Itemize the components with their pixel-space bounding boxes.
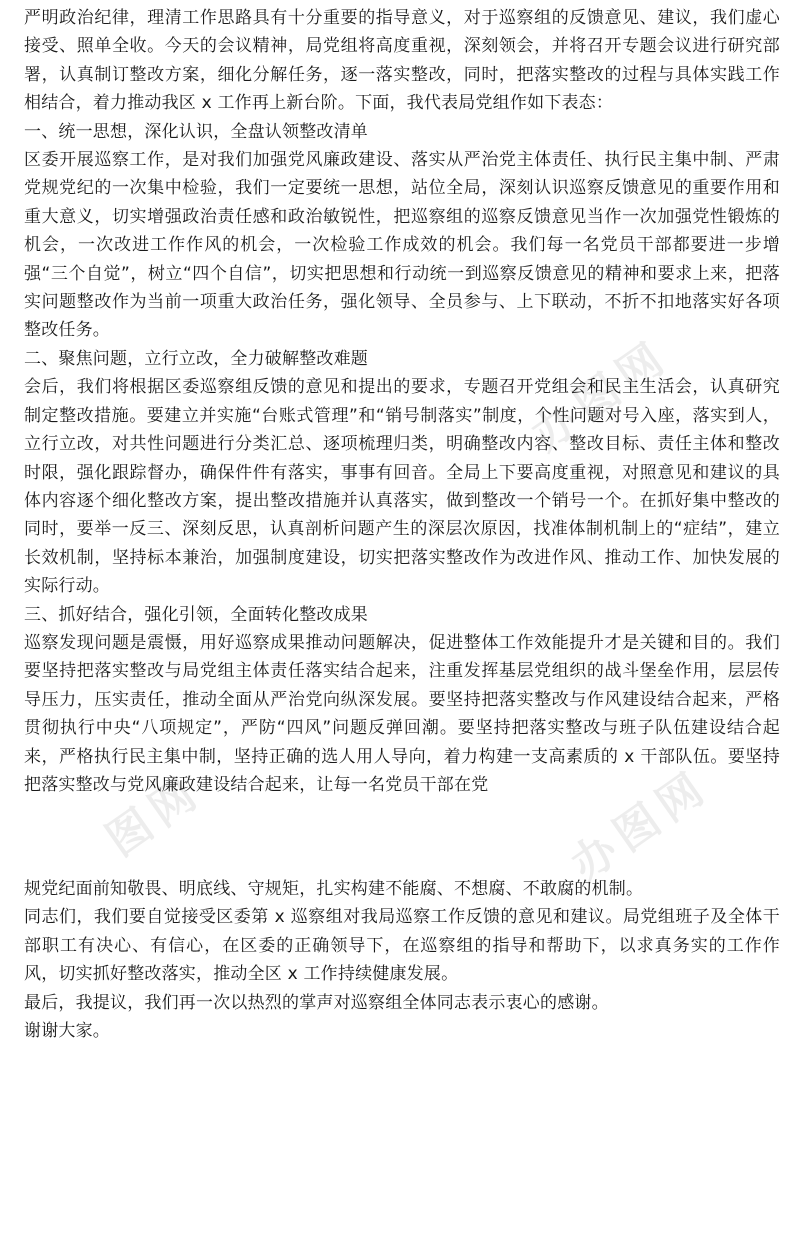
paragraph-section-3: 巡察发现问题是震慑，用好巡察成果推动问题解决，促进整体工作效能提升才是关键和目的。我们要坚持把落实整改与局党组主体责任落实结合起来，注重发挥基层党组织的战斗堡垒作用，层层传导压力，压实责任，推动全面从严治党向纵深发展。要坚持把落实整改与作风建设结合起来，严格贯彻执行中央“八项规定”，严防“四风”问题反弹回潮。要坚持把落实整改与班子队伍建设结合起来，严格执行民主集中制，坚持正确的选人用人导向，着力构建一支高素质的 x 干部队伍。要坚持把落实整改与党风廉政建设结合起来，让每一名党员干部在党 bbox=[24, 632, 780, 795]
section-heading-1: 一、统一思想，深化认识，全盘认领整改清单 bbox=[24, 121, 368, 142]
paragraph-thanks-proposal: 最后，我提议，我们再一次以热烈的掌声对巡察组全体同志表示衷心的感谢。 bbox=[24, 992, 609, 1013]
section-heading-2: 二、聚焦问题，立行立改，全力破解整改难题 bbox=[24, 348, 368, 369]
paragraph-closing: 同志们，我们要自觉接受区委第 x 巡察组对我局巡察工作反馈的意见和建议。局党组班子及全体干部职工有决心、有信心，在区委的正确领导下，在巡察组的指导和帮助下，以求真务实的工作作风，切实抓好整改落实，推动全区 x 工作持续健康发展。 bbox=[24, 907, 780, 985]
paragraph-section-1: 区委开展巡察工作，是对我们加强党风廉政建设、落实从严治党主体责任、执行民主集中制、严肃党规党纪的一次集中检验，我们一定要统一思想，站位全局，深刻认识巡察反馈意见的重要作用和重大意义，切实增强政治责任感和政治敏锐性，把巡察组的巡察反馈意见当作一次加强党性锻炼的机会，一次改进工作作风的机会，一次检验工作成效的机会。我们每一名党员干部都要进一步增强“三个自觉”，树立“四个自信”，切实把思想和行动统一到巡察反馈意见的精神和要求上来，把落实问题整改作为当前一项重大政治任务，强化领导、全员参与、上下联动，不折不扣地落实好各项整改任务。 bbox=[24, 150, 780, 341]
paragraph-thank-you: 谢谢大家。 bbox=[24, 1021, 110, 1042]
section-heading-3: 三、抓好结合，强化引领，全面转化整改成果 bbox=[24, 604, 368, 625]
watermark-text: 办图网 bbox=[562, 760, 720, 892]
text-block-upper bbox=[24, 4, 780, 799]
paragraph-intro: 严明政治纪律，理清工作思路具有十分重要的指导意义，对于巡察组的反馈意见、建议，我们虚心接受、照单全收。今天的会议精神，局党组将高度重视，深刻领会，并将召开专题会议进行研究部署，认真制订整改方案，细化分解任务，逐一落实整改，同时，把落实整改的过程与具体实践工作相结合，着力推动我区 x 工作再上新台阶。下面，我代表局党组作如下表态： bbox=[24, 8, 780, 114]
text-block-lower bbox=[24, 875, 780, 1045]
paragraph-continuation: 规党纪面前知敬畏、明底线、守规矩，扎实构建不能腐、不想腐、不敢腐的机制。 bbox=[24, 879, 644, 899]
watermark-text: 办图网 bbox=[522, 330, 680, 462]
watermark-text: 图网 bbox=[97, 764, 212, 867]
paragraph-section-2: 会后，我们将根据区委巡察组反馈的意见和提出的要求，专题召开党组会和民主生活会，认真研究制定整改措施。要建立并实施“台账式管理”和“销号制落实”制度，个性问题对号入座，落实到人，立行立改，对共性问题进行分类汇总、逐项梳理归类，明确整改内容、整改目标、责任主体和整改时限，强化跟踪督办，确保件件有落实，事事有回音。全局上下要高度重视，对照意见和建议的具体内容逐个细化整改方案，提出整改措施并认真落实，做到整改一个销号一个。在抓好集中整改的同时，要举一反三、深刻反思，认真剖析问题产生的深层次原因，找准体制机制上的“症结”，建立长效机制，坚持标本兼治，加强制度建设，切实把落实整改作为改进作风、推动工作、加快发展的实际行动。 bbox=[24, 377, 780, 597]
